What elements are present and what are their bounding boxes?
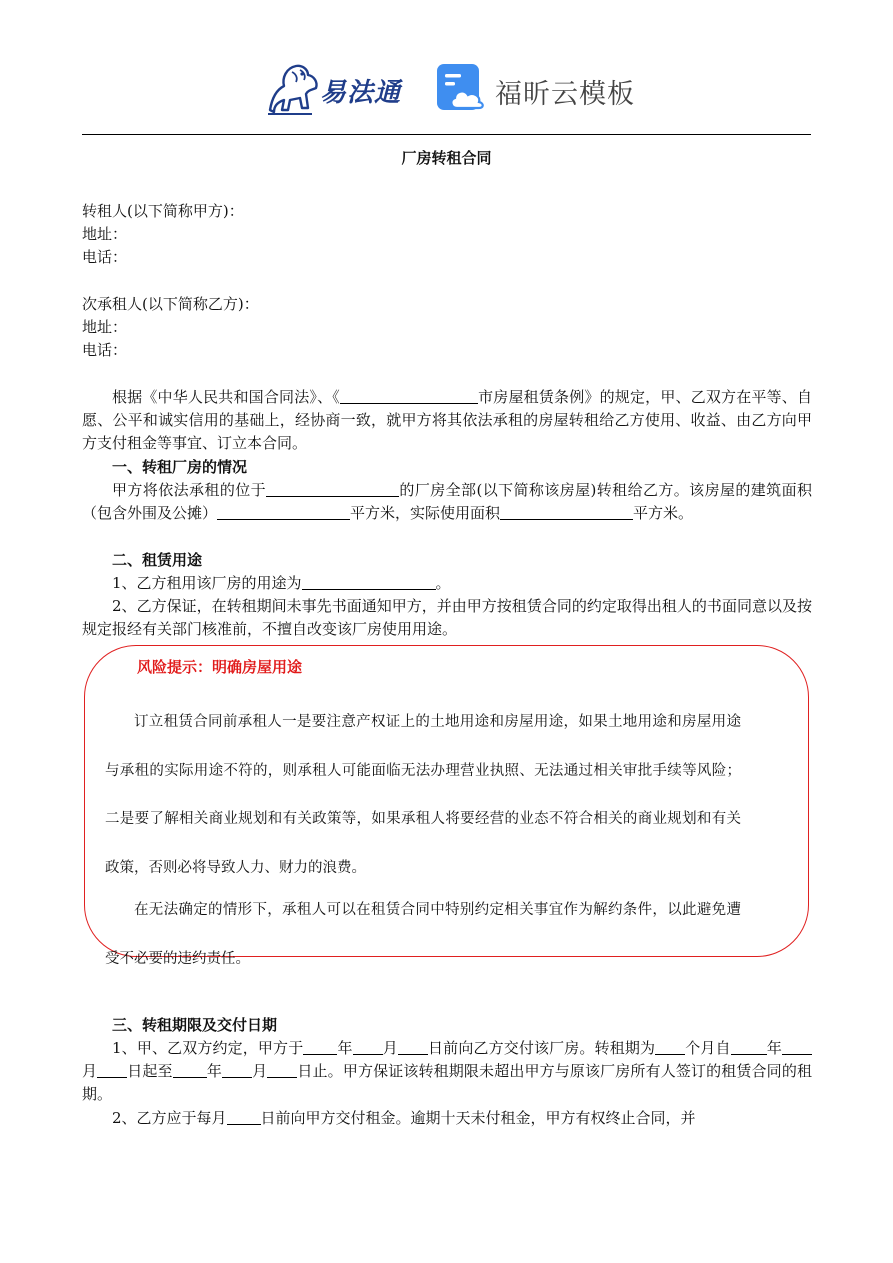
section-1-heading: 一、转租厂房的情况: [112, 458, 248, 476]
blank-end-day: [267, 1062, 297, 1078]
blank-location: [266, 481, 399, 497]
s3-text-b: 日前向乙方交付该厂房。转租期为: [427, 1039, 656, 1057]
blank-start-month: [782, 1039, 812, 1055]
risk-notice-paragraph-2: 在无法确定的情形下，承租人可以在租赁合同中特别约定相关事宜作为解约条件，以此避免遭受不必要的违约责任。: [105, 902, 741, 967]
blank-usage: [302, 574, 436, 590]
blank-start-day: [97, 1062, 127, 1078]
yifatong-logo: [262, 60, 422, 118]
section-3-heading: 三、转租期限及交付日期: [112, 1016, 278, 1034]
party-b-address: 地址：: [82, 318, 128, 336]
foxit-cloud-template-logo: [435, 62, 635, 118]
lion-emblem-icon: [262, 60, 322, 118]
blank-usable-area: [500, 504, 633, 520]
s3-text-c: 个月自: [685, 1039, 731, 1057]
s1-text-2: 的厂房全部(以下简称该房屋)转租给乙方。该房屋的建筑面积（包含外围及公摊）: [82, 481, 812, 523]
intro-paragraph: [82, 386, 812, 456]
party-b-phone: 电话：: [82, 341, 128, 359]
s3-month-3: 月: [251, 1062, 268, 1081]
s1-text-1: 甲方将依法承租的位于: [112, 481, 267, 499]
s2-i1-end: 。: [435, 574, 451, 592]
cloud-document-icon: [435, 62, 487, 114]
s1-text-4: 平方米。: [633, 504, 694, 523]
s3-i2-text-a: 2、乙方应于每月: [112, 1109, 227, 1127]
s3-year-1: 年: [337, 1039, 353, 1057]
party-a-label: 转租人(以下简称甲方)：: [82, 202, 244, 220]
section-1-paragraph: [82, 479, 812, 525]
section-2-item-2: 2、乙方保证，在转租期间未事先书面通知甲方，并由甲方按租赁合同的约定取得出租人的书面同意以及按规定报经有关部门核准前，不擅自改变该厂房使用用途。: [82, 597, 812, 639]
party-a-phone: 电话：: [82, 248, 128, 266]
party-b-label: 次承租人(以下简称乙方)：: [82, 295, 259, 313]
foxit-logo-text: 福昕云模板: [495, 79, 635, 110]
section-2-item-1: [82, 572, 812, 595]
document-title: 厂房转租合同: [401, 149, 492, 167]
blank-payment-day: [227, 1109, 261, 1125]
risk-notice-box: [84, 645, 809, 967]
s1-text-3: 平方米，实际使用面积: [350, 504, 501, 523]
s3-year-3: 年: [206, 1062, 222, 1081]
s3-i2-text-b: 日前向甲方交付租金。逾期十天未付租金，甲方有权终止合同，并: [260, 1109, 696, 1127]
blank-delivery-year: [303, 1039, 337, 1055]
s3-year-2: 年: [766, 1039, 782, 1057]
risk-notice-title: 风险提示：明确房屋用途: [137, 658, 303, 676]
risk-notice-body: [105, 698, 741, 983]
blank-start-year: [731, 1039, 767, 1055]
s3-month-2: 月: [82, 1062, 98, 1081]
s2-i1-text: 1、乙方租用该厂房的用途为: [112, 574, 302, 592]
blank-end-month: [222, 1062, 252, 1078]
header-divider: [82, 134, 811, 135]
blank-delivery-month: [353, 1039, 383, 1055]
party-a-address: 地址：: [82, 225, 128, 243]
s3-text-e: 日止。甲方保证该转租期限未超出甲方与原该厂房所有人签订的租赁合同的租期。: [82, 1062, 812, 1104]
section-3-item-2: [82, 1107, 812, 1130]
section-2-heading: 二、租赁用途: [112, 551, 203, 569]
blank-delivery-day: [398, 1039, 428, 1055]
s3-text-d: 日起至: [127, 1062, 173, 1081]
section-3-item-1: [82, 1037, 812, 1107]
s3-month-1: 月: [382, 1039, 398, 1057]
intro-text-2: 市房屋租赁条例》的规定，甲、乙双方在平等、自愿、公平和诚实信用的基础上，经协商一致，就甲方将其依法承租的房屋转租给乙方使用、收益、由乙方向甲方支付租金等事宜、订立本合同。: [82, 388, 812, 453]
blank-term-months: [655, 1039, 685, 1055]
blank-building-area: [217, 504, 350, 520]
document-header: [0, 58, 893, 122]
intro-text-1: 根据《中华人民共和国合同法》、《: [112, 388, 340, 406]
blank-end-year: [173, 1062, 207, 1078]
yifatong-logo-text: 易法通: [320, 78, 402, 108]
risk-notice-paragraph-1: 订立租赁合同前承租人一是要注意产权证上的土地用途和房屋用途，如果土地用途和房屋用途与承租的实际用途不符的，则承租人可能面临无法办理营业执照、无法通过相关审批手续等风险；二是要了解相关商业规划和有关政策等，如果承租人将要经营的业态不符合相关的商业规划和有关政策，否则必将导致人力、财力的浪费。: [105, 714, 741, 876]
s3-text-a: 1、甲、乙双方约定，甲方于: [112, 1039, 304, 1057]
blank-city: [340, 388, 478, 404]
